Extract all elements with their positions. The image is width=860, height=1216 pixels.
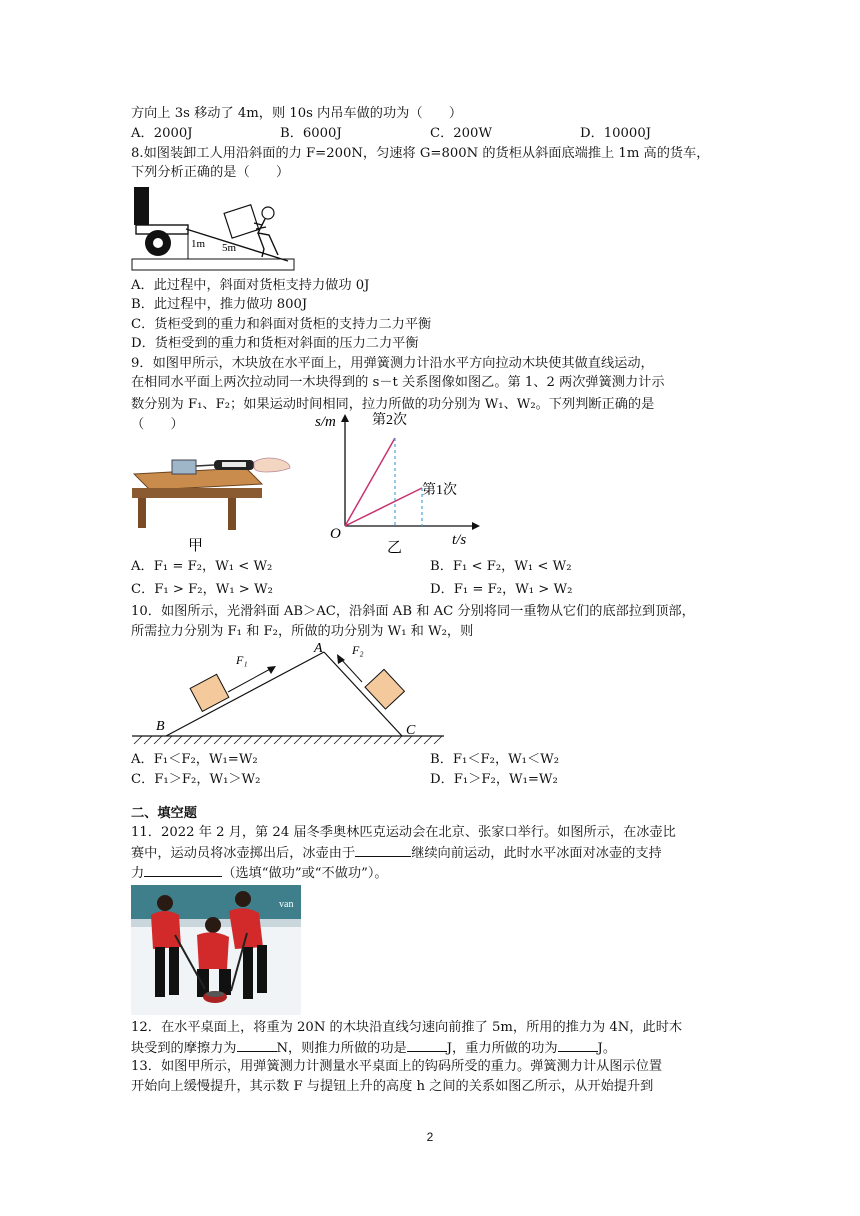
origin-label: O	[330, 526, 341, 542]
q11-blank-1[interactable]	[355, 844, 411, 857]
q12-blank-2[interactable]	[407, 1039, 447, 1052]
q12-blank-3[interactable]	[558, 1039, 598, 1052]
q10-option-a: A．F₁＜F₂，W₁=W₂	[131, 752, 258, 767]
q12-stem-2d: J。	[597, 1041, 617, 1056]
point-a-label: A	[314, 641, 323, 656]
q10-option-b: B．F₁＜F₂，W₁＜W₂	[430, 752, 559, 767]
q12-stem-1: 12．在水平桌面上，将重为 20N 的木块沿直线匀速向前推了 5m，所用的推力为 4N，此时木	[131, 1020, 683, 1035]
q11-blank-2[interactable]	[144, 864, 222, 877]
q12-stem-2b: N，则推力所做的功是	[276, 1041, 407, 1056]
series-1-label: 第1次	[422, 483, 457, 498]
q8-slope-label: 5m	[222, 242, 237, 254]
q8-stem-2: 下列分析正确的是（ ）	[131, 165, 290, 180]
q11-stem-2	[131, 844, 662, 863]
q8-option-b: B．此过程中，推力做功 800J	[131, 297, 308, 312]
q12-stem-2	[131, 1039, 616, 1058]
q8-height-label: 1m	[191, 238, 206, 250]
point-b-label: B	[156, 719, 165, 734]
q9-st-chart	[312, 404, 487, 554]
q11-stem-2b: 继续向前运动，此时水平冰面对冰壶的支持	[411, 846, 662, 861]
y-axis-arrow	[341, 414, 349, 422]
q11-stem-3b: （选填“做功”或“不做功”）。	[222, 866, 388, 881]
q7-option-d: D．10000J	[580, 126, 651, 141]
q9-fig-jia-label: 甲	[188, 538, 204, 554]
force-f1-label: F₁	[236, 653, 248, 667]
q9-stem-3: 数分别为 F₁、F₂；如果运动时间相同，拉力所做的功分别为 W₁、W₂。下列判断正确的是	[131, 397, 655, 412]
x-axis-label: t/s	[452, 532, 467, 548]
q8-figure-truck-ramp	[128, 183, 298, 275]
q7-option-a: A．2000J	[131, 126, 193, 141]
y-axis-label: s/m	[315, 414, 336, 430]
q7-option-b: B．6000J	[280, 126, 342, 141]
q9-fig-yi-label: 乙	[387, 540, 403, 554]
q11-curling-photo	[131, 885, 301, 1015]
section-title: 二、填空题	[131, 806, 197, 821]
q13-stem-1: 13．如图甲所示，用弹簧测力计测量水平桌面上的钩码所受的重力。弹簧测力计从图示位置	[131, 1059, 663, 1074]
q8-stem-1: 8.如图装卸工人用沿斜面的力 F=200N，匀速将 G=800N 的货柜从斜面底端推上 1m 高的货车，	[131, 146, 710, 161]
q10-figure-inclines	[128, 640, 448, 748]
q9-option-c: C．F₁ > F₂，W₁ > W₂	[131, 582, 273, 597]
q8-option-a: A．此过程中，斜面对货柜支持力做功 0J	[131, 278, 370, 293]
q12-stem-2c: J，重力所做的功为	[446, 1041, 558, 1056]
q11-stem-1: 11．2022 年 2 月，第 24 届冬季奥林匹克运动会在北京、张家口举行。如图所示，在冰壶比	[131, 825, 676, 840]
q7-option-c: C．200W	[430, 126, 493, 141]
q9-option-d: D．F₁ = F₂，W₁ > W₂	[430, 582, 573, 597]
q13-stem-2: 开始向上缓慢提升，其示数 F 与提钮上升的高度 h 之间的关系如图乙所示，从开始提升到	[131, 1079, 654, 1094]
q9-option-b: B．F₁ < F₂，W₁ < W₂	[430, 559, 572, 574]
q10-stem-1: 10．如图所示，光滑斜面 AB＞AC，沿斜面 AB 和 AC 分别将同一重物从它们的底部拉到顶部，	[131, 604, 695, 619]
point-c-label: C	[406, 723, 416, 738]
q11-stem-3a: 力	[131, 866, 145, 881]
q10-option-d: D．F₁＞F₂，W₁=W₂	[430, 772, 558, 787]
q8-option-d: D．货柜受到的重力和货柜对斜面的压力二力平衡	[131, 336, 419, 351]
q9-stem-2: 在相同水平面上两次拉动同一木块得到的 s－t 关系图像如图乙。第 1、2 两次弹簧测力计示	[131, 375, 665, 390]
series-2-line	[345, 438, 395, 526]
q9-stem-4: （ ）	[131, 417, 184, 432]
x-axis-arrow	[472, 522, 480, 530]
q9-stem-1: 9．如图甲所示，木块放在水平面上，用弹簧测力计沿水平方向拉动木块使其做直线运动，	[131, 356, 654, 371]
q10-stem-2: 所需拉力分别为 F₁ 和 F₂，所做的功分别为 W₁ 和 W₂，则	[131, 624, 474, 639]
page-number: 2	[426, 1130, 434, 1144]
q8-option-c: C．货柜受到的重力和斜面对货柜的支持力二力平衡	[131, 317, 432, 332]
q12-stem-2a: 块受到的摩擦力为	[131, 1041, 237, 1056]
q9-option-a: A．F₁ = F₂，W₁ < W₂	[131, 559, 273, 574]
photo-banner-text: van	[279, 899, 294, 910]
q11-stem-2a: 赛中，运动员将冰壶掷出后，冰壶由于	[131, 846, 356, 861]
q9-figure-jia	[130, 432, 300, 554]
q7-text: 方向上 3s 移动了 4m，则 10s 内吊车做的功为（ ）	[131, 106, 463, 121]
series-2-label: 第2次	[372, 413, 407, 428]
q10-option-c: C．F₁＞F₂，W₁＞W₂	[131, 772, 261, 787]
q12-blank-1[interactable]	[237, 1039, 277, 1052]
force-f2-label: F₂	[352, 643, 364, 657]
q11-stem-3	[131, 864, 388, 883]
